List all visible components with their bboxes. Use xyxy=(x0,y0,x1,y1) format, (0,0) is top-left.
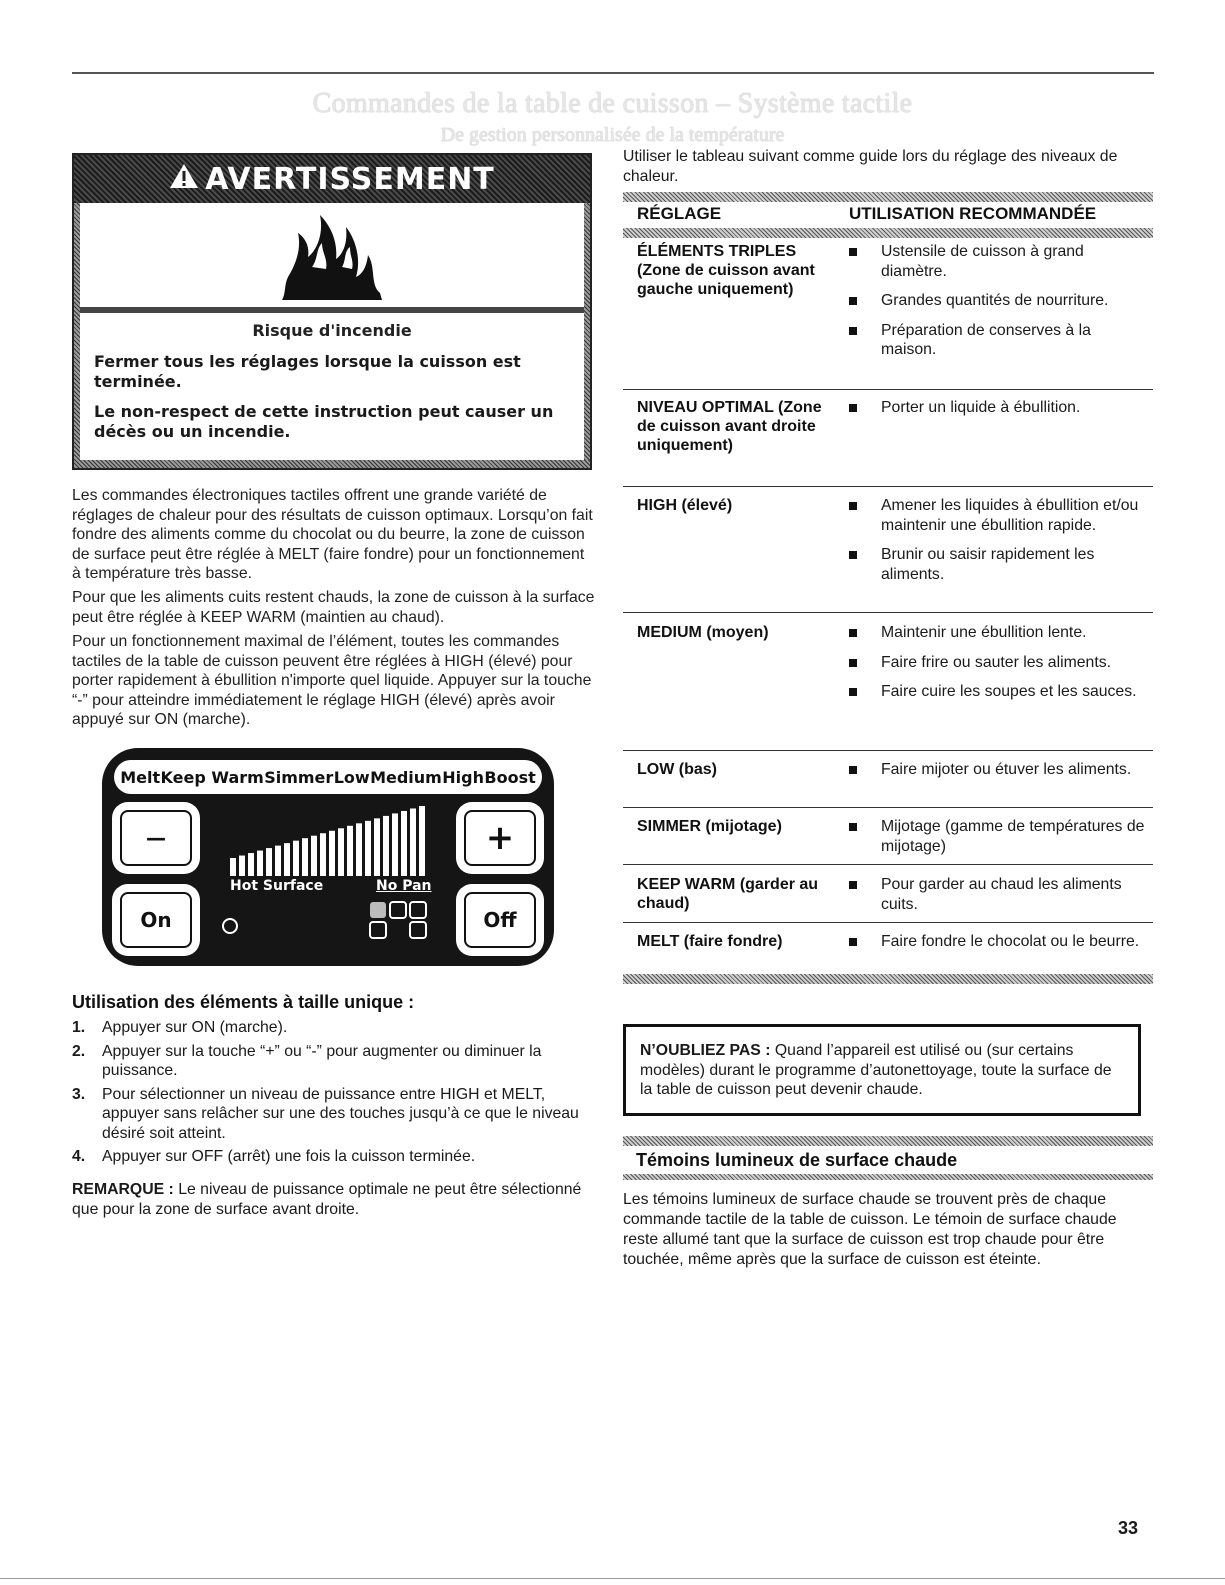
section-hatch-bottom xyxy=(623,1174,1153,1180)
power-bar xyxy=(320,833,326,876)
single-element-heading: Utilisation des éléments à taille unique : xyxy=(72,992,415,1012)
warning-risk: Risque d'incendie xyxy=(252,321,412,340)
power-bar xyxy=(383,816,389,876)
power-bar xyxy=(257,851,263,876)
level-label: Medium xyxy=(370,767,442,787)
table-row: LOW (bas) Faire mijoter ou étuver les aliments. xyxy=(623,760,1153,808)
power-level-bars xyxy=(228,804,428,876)
power-bar xyxy=(365,821,371,876)
table-row: KEEP WARM (garder au chaud) Pour garder au chaud les aliments cuits. xyxy=(623,875,1153,923)
surface-lights-heading: Témoins lumineux de surface chaude xyxy=(636,1150,958,1170)
warning-line-1: Fermer tous les réglages lorsque la cuisson est terminée. xyxy=(94,352,521,391)
power-bar xyxy=(293,841,299,876)
minus-button: — xyxy=(112,802,200,874)
power-bar xyxy=(284,843,290,876)
table-row: NIVEAU OPTIMAL (Zone de cuisson avant droite uniquement) Porter un liquide à ébullition. xyxy=(623,398,1153,487)
bottom-rule xyxy=(0,1578,1225,1579)
power-bar xyxy=(410,808,416,876)
warning-body xyxy=(74,313,590,442)
hot-surface-indicator xyxy=(222,918,238,934)
intro-paragraph-2: Pour que les aliments cuits restent chauds, la zone de cuisson à la surface peut être réglée à KEEP WARM (maintien au chaud). xyxy=(72,589,595,626)
warning-heading: AVERTISSEMENT xyxy=(205,161,495,197)
table-hatch-top xyxy=(623,192,1153,202)
level-label: Simmer xyxy=(264,767,334,787)
step-item: 2. Appuyer sur la touche “+” ou “-” pour augmenter ou diminuer la puissance. xyxy=(72,1042,542,1079)
level-label: Melt xyxy=(120,767,161,787)
page-number: 33 xyxy=(1118,1518,1139,1538)
level-label: High xyxy=(442,767,484,787)
intro-paragraph-1: Les commandes électroniques tactiles offrent une grande variété de réglages de chaleur pour des résultats de cuisson optimaux. Lorsqu’on fait fondre des aliments comme du chocolat ou du beurre, la zone de cuisson de surface peut être réglée à MELT (faire fondre) pour un fonctionnement à température très basse. xyxy=(72,487,593,582)
column-header-setting: RÉGLAGE xyxy=(637,204,722,223)
intro-paragraph-3: Pour un fonctionnement maximal de l’élément, toutes les commandes tactiles de la table de cuisson peuvent être réglées à HIGH (élevé) pour porter rapidement à ébullition n'importe quel liquide. Appuyer sur la touche “-” pour atteindre immédiatement le réglage HIGH (élevé) après avoir appuyé sur ON (marche). xyxy=(72,633,592,728)
warning-header xyxy=(74,155,590,203)
table-row: ÉLÉMENTS TRIPLES (Zone de cuisson avant gauche uniquement) Ustensile de cuisson à grand diamètre. Grandes quantités de nourriture. Préparation de conserves à la maison. xyxy=(623,242,1153,390)
table-row: SIMMER (mijotage) Mijotage (gamme de températures de mijotage) xyxy=(623,817,1153,865)
table-hatch-bottom xyxy=(623,974,1153,984)
level-label: Keep Warm xyxy=(160,767,264,787)
power-bar xyxy=(338,828,344,876)
remark-note: REMARQUE : Le niveau de puissance optimale ne peut être sélectionné que pour la zone de surface avant droite. xyxy=(72,1181,582,1218)
control-panel-illustration xyxy=(102,748,554,966)
warning-box xyxy=(72,153,592,470)
power-bar xyxy=(275,846,281,876)
power-bar xyxy=(329,831,335,876)
steps-list xyxy=(72,1018,597,1171)
power-bar xyxy=(401,811,407,876)
power-bar xyxy=(392,813,398,876)
table-hatch-header xyxy=(623,228,1153,238)
fire-icon xyxy=(74,203,590,313)
power-bar xyxy=(356,823,362,876)
table-row: MEDIUM (moyen) Maintenir une ébullition lente. Faire frire ou sauter les aliments. Faire cuire les soupes et les sauces. xyxy=(623,623,1153,751)
table-row: HIGH (élevé) Amener les liquides à ébullition et/ou maintenir une ébullition rapide. Brunir ou saisir rapidement les aliments. xyxy=(623,496,1153,613)
power-bar xyxy=(374,818,380,876)
page-title: Commandes de la table de cuisson – Système tactile xyxy=(312,88,913,119)
power-bar xyxy=(311,836,317,876)
power-bar xyxy=(248,853,254,876)
page-subtitle: De gestion personnalisée de la température xyxy=(440,124,785,146)
level-label: Low xyxy=(333,767,370,787)
power-bar xyxy=(419,806,425,876)
warning-hatch-right xyxy=(584,203,590,468)
power-bar xyxy=(347,826,353,876)
column-header-usage: UTILISATION RECOMMANDÉE xyxy=(849,204,1097,223)
step-item: 1. Appuyer sur ON (marche). xyxy=(72,1019,288,1036)
on-button: On xyxy=(112,884,200,956)
power-level-labels xyxy=(114,760,542,794)
reminder-box: N’OUBLIEZ PAS : Quand l’appareil est utilisé ou (sur certains modèles) durant le programme d’autonettoyage, toute la surface de la table de cuisson peut devenir chaude. xyxy=(623,1024,1141,1116)
power-bar xyxy=(266,848,272,876)
power-bar xyxy=(239,856,245,876)
step-item: 3. Pour sélectionner un niveau de puissance entre HIGH et MELT, appuyer sans relâcher sur une des touches jusqu’à ce que le niveau désiré soit atteint. xyxy=(72,1085,579,1142)
top-rule xyxy=(72,72,1154,74)
power-bar xyxy=(230,858,236,876)
warning-hatch-bottom xyxy=(74,460,590,468)
no-pan-label: No Pan xyxy=(376,878,432,894)
off-button: Off xyxy=(456,884,544,956)
power-bar xyxy=(302,838,308,876)
hot-surface-label: Hot Surface xyxy=(230,878,324,894)
level-label: Boost xyxy=(484,767,536,787)
table-row: MELT (faire fondre) Faire fondre le chocolat ou le beurre. xyxy=(623,932,1153,972)
warning-triangle-icon xyxy=(169,163,199,196)
table-intro: Utiliser le tableau suivant comme guide lors du réglage des niveaux de chaleur. xyxy=(623,148,1118,185)
warning-line-2: Le non-respect de cette instruction peut causer un décès ou un incendie. xyxy=(94,402,554,441)
step-item: 4. Appuyer sur OFF (arrêt) une fois la cuisson terminée. xyxy=(72,1148,476,1165)
plus-button: + xyxy=(456,802,544,874)
no-pan-icon xyxy=(368,900,428,940)
surface-lights-paragraph: Les témoins lumineux de surface chaude se trouvent près de chaque commande tactile de la table de cuisson. Le témoin de surface chaude reste allumé tant que la surface de cuisson est trop chaude pour être touchée, même après que la surface de cuisson est éteinte. xyxy=(623,1191,1117,1268)
section-hatch-top xyxy=(623,1136,1153,1146)
warning-hatch-left xyxy=(74,203,80,468)
